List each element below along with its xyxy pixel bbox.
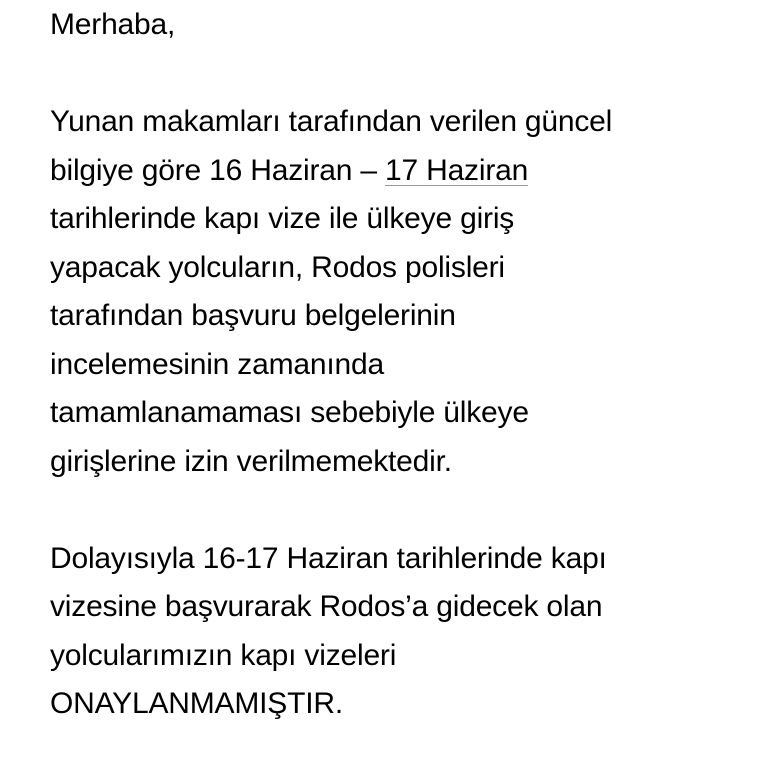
paragraph-1-line-1: Yunan makamları tarafından verilen güncel [50, 105, 613, 138]
paragraph-2-line-3: yolcularımızın kapı vizeleri [50, 638, 397, 672]
paragraph-2 [50, 535, 750, 729]
date-link[interactable]: 17 Haziran [385, 153, 529, 187]
paragraph-1-line-6: incelemesinin zamanında [50, 347, 384, 381]
message-body [50, 0, 750, 729]
paragraph-1-line-5: tarafından başvuru belgelerinin [50, 299, 456, 332]
paragraph-1-line-4: yapacak yolcuların, Rodos polisleri [50, 250, 505, 284]
paragraph-2-line-4: ONAYLANMAMIŞTIR. [50, 687, 343, 720]
paragraph-1-line-7: tamamlanamaması sebebiyle ülkeye [50, 396, 529, 429]
paragraph-1 [50, 98, 750, 486]
paragraph-spacer [50, 486, 750, 535]
paragraph-2-line-1: Dolayısıyla 16-17 Haziran tarihlerinde kapı [50, 541, 607, 575]
paragraph-spacer [50, 50, 750, 99]
paragraph-1-line-2-text: bilgiye göre 16 Haziran – [50, 153, 385, 187]
paragraph-2-line-2: vizesine başvurarak Rodos’a gidecek olan [50, 590, 603, 623]
greeting-text: Merhaba, [50, 8, 176, 41]
paragraph-1-line-2 [50, 147, 750, 196]
paragraph-1-line-3: tarihlerinde kapı vize ile ülkeye giriş [50, 202, 515, 235]
paragraph-1-line-8: girişlerine izin verilmemektedir. [50, 444, 452, 478]
